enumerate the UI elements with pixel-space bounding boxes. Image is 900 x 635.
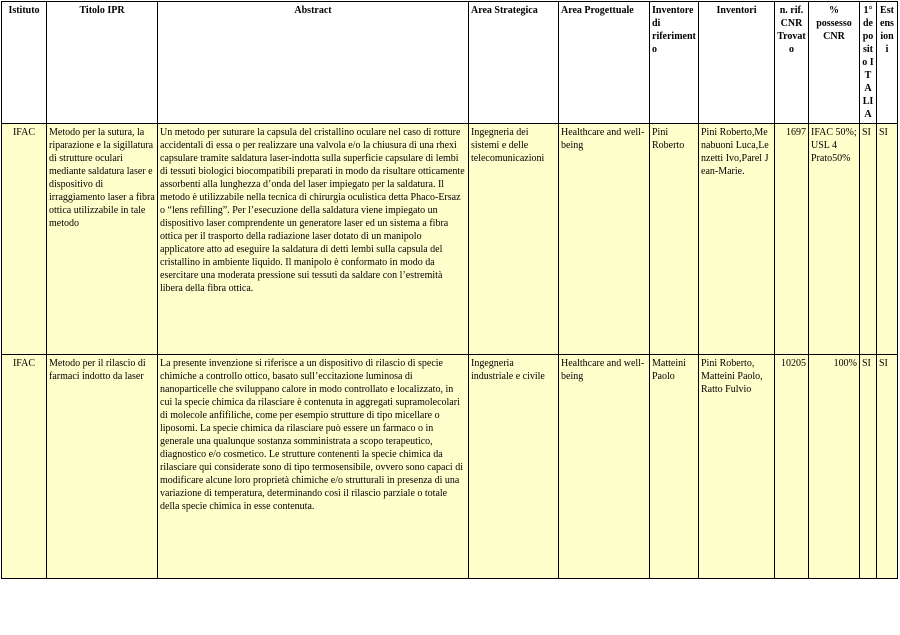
cell-area-progettuale: Healthcare and well-being: [559, 355, 650, 579]
header-estensioni: Estensioni: [877, 2, 898, 124]
header-inventori: Inventori: [699, 2, 775, 124]
header-abstract: Abstract: [158, 2, 469, 124]
header-area-progettuale: Area Progettuale: [559, 2, 650, 124]
cell-estensioni: SI: [877, 124, 898, 355]
table-row: [2, 124, 898, 355]
cell-primo-deposito: SI: [860, 124, 877, 355]
cell-abstract: La presente invenzione si riferisce a un dispositivo di rilascio di specie chimiche a controllo ottico, basato sull’eccitazione luminosa di nanoparticelle che sviluppano calore in modo controllato e localizzato, in cui la specie chimica da rilasciare è contenuta in aggregati supramolecolari di molecole anfifiliche, come per esempio strutture di tipo micellare o liposomi. La specie chimica da rilasciare può essere un farmaco o in generale una qualunque sostanza somministrata a scopo terapeutico, diagnostico e/o cosmetico. Le strutture contenenti la specie chimica da rilasciare qui considerate sono di tipo termosensibile, ovvero sono capaci di modificare alcune loro proprietà chimiche e/o strutturali in presenza di una variazione di temperatura, determinando così il rilascio parziale o totale della specie chimica in esse contenuta.: [158, 355, 469, 579]
cell-n-rif: 10205: [775, 355, 809, 579]
header-primo-deposito: 1° deposito ITALIA: [860, 2, 877, 124]
cell-istituto: IFAC: [2, 124, 47, 355]
cell-abstract: Un metodo per suturare la capsula del cristallino oculare nel caso di rotture accidentali di essa o per realizzare una valvola e/o la chiusura di una rhexi capsulare tramite saldatura laser-indotta sulla superficie capsulare di lembi di tessuti biologici biocompatibili preparati in modo da risultare otticamente assorbenti alla lunghezza d’onda del laser impiegato per la saldatura. Il metodo è utilizzabile nella tecnica di chirurgia oculistica detta Phaco-Ersaz o “lens refilling”. Per l’esecuzione della saldatura viene impiegato un dispositivo laser comprendente un generatore laser ed un sistema a fibra ottica per il trasporto della radiazione laser dotato di un manipolo applicatore atto ad eseguire la saldatura di detti lembi sulla capsula del cristallino in ambiente liquido. Il manipolo è conformato in modo da esercitare una moderata pressione sui tessuti da saldare con l’estremità libera della fibra ottica.: [158, 124, 469, 355]
cell-n-rif: 1697: [775, 124, 809, 355]
cell-area-progettuale: Healthcare and well-being: [559, 124, 650, 355]
cell-inventori: Pini Roberto,Menabuoni Luca,Lenzetti Ivo,Parel Jean-Marie.: [699, 124, 775, 355]
cell-inventore-riferimento: Pini Roberto: [650, 124, 699, 355]
cell-possesso: 100%: [809, 355, 860, 579]
header-titolo: Titolo IPR: [47, 2, 158, 124]
cell-inventori: Pini Roberto, Matteini Paolo, Ratto Fulvio: [699, 355, 775, 579]
cell-area-strategica: Ingegneria industriale e civile: [469, 355, 559, 579]
header-n-rif: n. rif. CNR Trovato: [775, 2, 809, 124]
cell-istituto: IFAC: [2, 355, 47, 579]
header-possesso: % possesso CNR: [809, 2, 860, 124]
cell-area-strategica: Ingegneria dei sistemi e delle telecomunicazioni: [469, 124, 559, 355]
header-row: [2, 2, 898, 124]
table-row: [2, 355, 898, 579]
ipr-table: [1, 1, 898, 579]
cell-primo-deposito: SI: [860, 355, 877, 579]
header-area-strategica: Area Strategica: [469, 2, 559, 124]
cell-possesso: IFAC 50%; USL 4 Prato50%: [809, 124, 860, 355]
cell-titolo: Metodo per la sutura, la riparazione e la sigillatura di strutture oculari mediante saldatura laser e dispositivo di irraggiamento laser a fibra ottica utilizzabile in tale metodo: [47, 124, 158, 355]
cell-titolo: Metodo per il rilascio di farmaci indotto da laser: [47, 355, 158, 579]
header-inventore-riferimento: Inventore di riferimento: [650, 2, 699, 124]
cell-inventore-riferimento: Matteini Paolo: [650, 355, 699, 579]
cell-estensioni: SI: [877, 355, 898, 579]
header-istituto: Istituto: [2, 2, 47, 124]
